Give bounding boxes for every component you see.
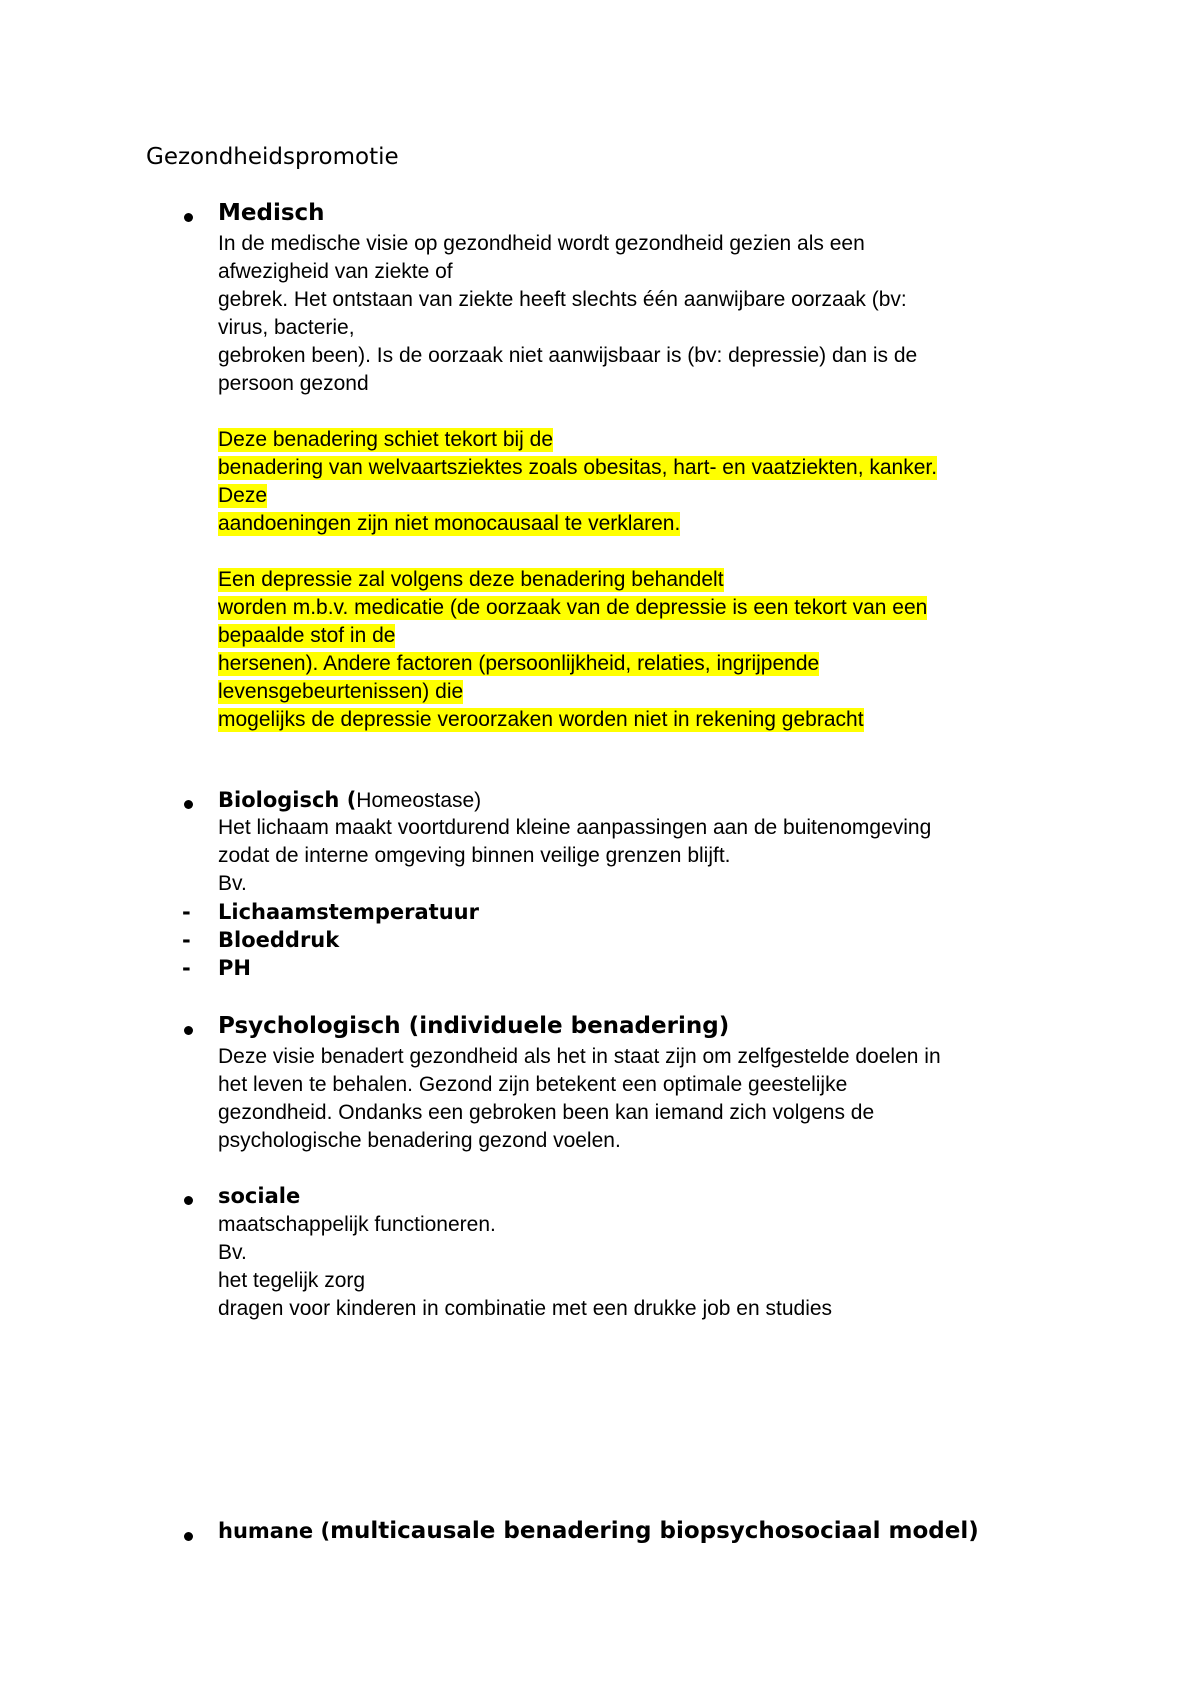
- list-item: PH: [218, 956, 251, 980]
- heading-regular-part: Homeostase): [356, 789, 482, 812]
- heading-large-part: multicausale benadering biopsychosociaal model): [330, 1518, 979, 1544]
- section-heading-sociale: sociale: [218, 1184, 301, 1208]
- psychologisch-line: psychologische benadering gezond voelen.: [218, 1129, 621, 1152]
- biologisch-line: Bv.: [218, 872, 247, 895]
- medisch-line: In de medische visie op gezondheid wordt gezondheid gezien als een: [218, 232, 865, 255]
- heading-bold-part: Biologisch (: [218, 788, 357, 812]
- bullet-icon: [184, 1196, 193, 1205]
- psychologisch-line: het leven te behalen. Gezond zijn betekent een optimale geestelijke: [218, 1073, 848, 1096]
- sociale-line: dragen voor kinderen in combinatie met een drukke job en studies: [218, 1297, 833, 1320]
- medisch-line: virus, bacterie,: [218, 316, 355, 339]
- highlighted-line: Deze benadering schiet tekort bij de: [218, 428, 554, 451]
- sociale-line: maatschappelijk functioneren.: [218, 1213, 496, 1236]
- sociale-line: het tegelijk zorg: [218, 1269, 366, 1292]
- list-item: Lichaamstemperatuur: [218, 900, 479, 924]
- highlighted-line: bepaalde stof in de: [218, 624, 396, 647]
- heading-small-part: humane (: [218, 1519, 331, 1543]
- psychologisch-line: Deze visie benadert gezondheid als het in staat zijn om zelfgestelde doelen in: [218, 1045, 941, 1068]
- highlighted-line: mogelijks de depressie veroorzaken worden niet in rekening gebracht: [218, 708, 864, 731]
- bullet-icon: [184, 213, 193, 222]
- highlighted-line: worden m.b.v. medicatie (de oorzaak van de depressie is een tekort van een: [218, 596, 928, 619]
- list-item: Bloeddruk: [218, 928, 340, 952]
- highlighted-line: levensgebeurtenissen) die: [218, 680, 464, 703]
- highlighted-line: hersenen). Andere factoren (persoonlijkheid, relaties, ingrijpende: [218, 652, 820, 675]
- highlighted-line: Deze: [218, 484, 268, 507]
- biologisch-line: zodat de interne omgeving binnen veilige grenzen blijft.: [218, 844, 731, 867]
- bullet-icon: [184, 1532, 193, 1541]
- section-heading-humane: [218, 1518, 979, 1544]
- medisch-line: afwezigheid van ziekte of: [218, 260, 453, 283]
- page-title: Gezondheidspromotie: [146, 144, 399, 170]
- section-heading-psychologisch: Psychologisch (individuele benadering): [218, 1013, 730, 1039]
- section-heading-medisch: Medisch: [218, 200, 325, 226]
- highlighted-line: Een depressie zal volgens deze benadering behandelt: [218, 568, 724, 591]
- medisch-line: gebrek. Het ontstaan van ziekte heeft slechts één aanwijbare oorzaak (bv:: [218, 288, 907, 311]
- biologisch-line: Het lichaam maakt voortdurend kleine aanpassingen aan de buitenomgeving: [218, 816, 932, 839]
- psychologisch-line: gezondheid. Ondanks een gebroken been kan iemand zich volgens de: [218, 1101, 875, 1124]
- medisch-line: persoon gezond: [218, 372, 369, 395]
- medisch-line: gebroken been). Is de oorzaak niet aanwijsbaar is (bv: depressie) dan is de: [218, 344, 918, 367]
- sociale-line: Bv.: [218, 1241, 247, 1264]
- dash-marker: -: [182, 956, 191, 980]
- section-heading-biologisch: [218, 788, 481, 813]
- bullet-icon: [184, 1026, 193, 1035]
- highlighted-line: benadering van welvaartsziektes zoals obesitas, hart- en vaatziekten, kanker.: [218, 456, 938, 479]
- highlighted-line: aandoeningen zijn niet monocausaal te verklaren.: [218, 512, 681, 535]
- dash-marker: -: [182, 900, 191, 924]
- dash-marker: -: [182, 928, 191, 952]
- bullet-icon: [184, 800, 193, 809]
